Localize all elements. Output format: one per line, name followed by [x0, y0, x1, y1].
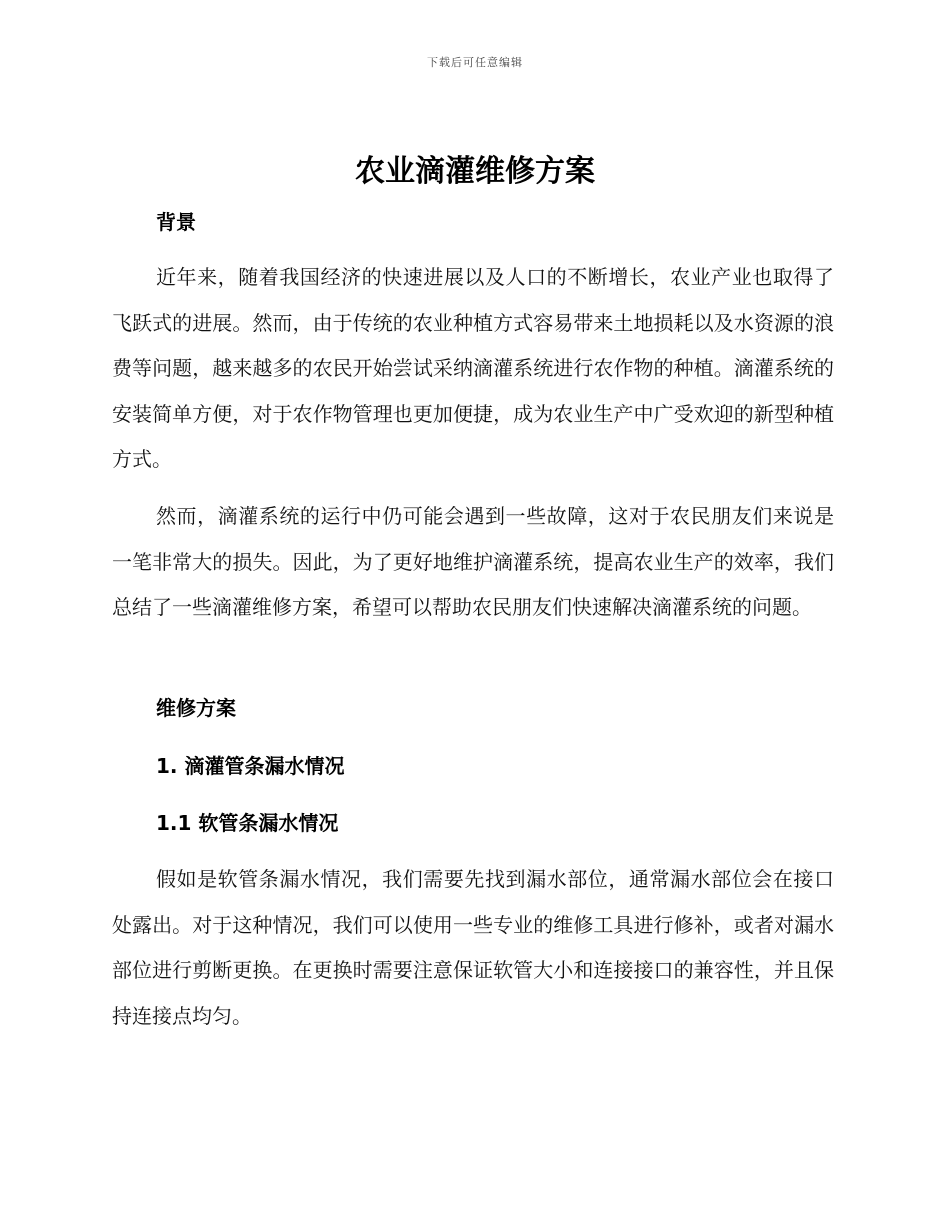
section-heading-background: 背景: [156, 210, 196, 234]
subsection-heading-1-1: 1.1 软管条漏水情况: [156, 811, 339, 835]
subsection-heading-1: 1. 滴灌管条漏水情况: [156, 754, 345, 778]
page-header: 下载后可任意编辑: [427, 56, 523, 69]
paragraph-background-2: 然而，滴灌系统的运行中仍可能会遇到一些故障，这对于农民朋友们来说是一笔非常大的损失。因此，为了更好地维护滴灌系统，提高农业生产的效率，我们总结了一些滴灌维修方案，希望可以帮助农民朋友们快速解决滴灌系统的问题。: [112, 504, 834, 619]
paragraph-hose-leak: 假如是软管条漏水情况，我们需要先找到漏水部位，通常漏水部位会在接口处露出。对于这种情况，我们可以使用一些专业的维修工具进行修补，或者对漏水部位进行剪断更换。在更换时需要注意保证软管大小和连接接口的兼容性，并且保持连接点均匀。: [112, 867, 834, 1028]
paragraph-background-1: 近年来，随着我国经济的快速进展以及人口的不断增长，农业产业也取得了飞跃式的进展。然而，由于传统的农业种植方式容易带来土地损耗以及水资源的浪费等问题，越来越多的农民开始尝试采纳滴灌系统进行农作物的种植。滴灌系统的安装简单方便，对于农作物管理也更加便捷，成为农业生产中广受欢迎的新型种植方式。: [112, 265, 834, 471]
document-title: 农业滴灌维修方案: [355, 154, 595, 189]
section-heading-plan: 维修方案: [156, 696, 236, 720]
